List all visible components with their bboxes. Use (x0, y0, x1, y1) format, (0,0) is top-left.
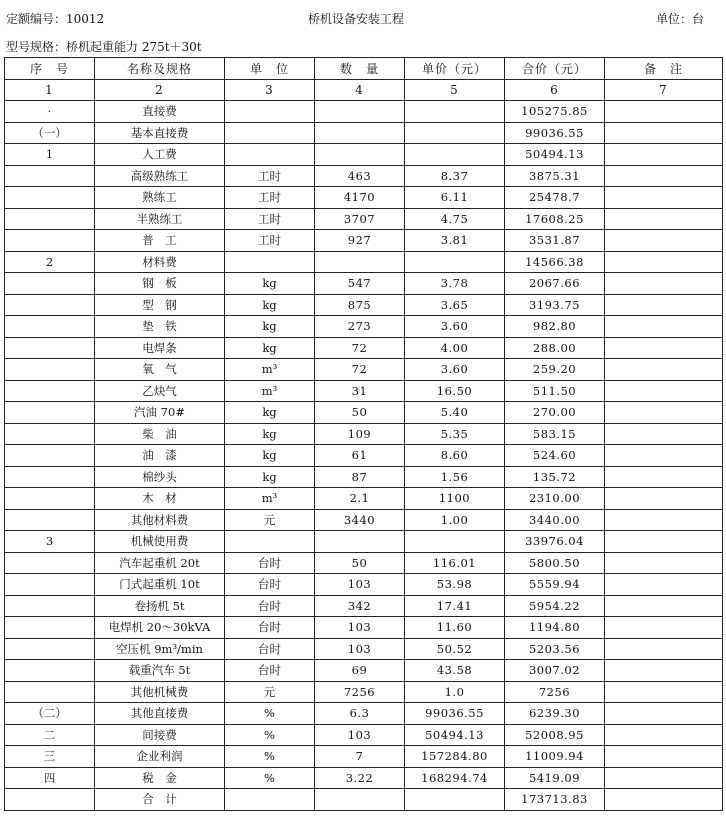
cell-remark (605, 595, 723, 617)
table-row (5, 531, 723, 553)
cell-name: 油 漆 (95, 445, 225, 467)
cell-remark (605, 574, 723, 596)
cell-unit: kg (225, 445, 315, 467)
cell-index (5, 273, 95, 295)
cell-remark (605, 359, 723, 381)
cell-unit-price: 50494.13 (405, 724, 505, 746)
cell-name: 载重汽车 5t (95, 660, 225, 682)
cell-quantity: 87 (315, 466, 405, 488)
table-row (5, 294, 723, 316)
cell-index (5, 359, 95, 381)
cell-index (5, 165, 95, 187)
column-numbers (5, 79, 723, 101)
cell-unit (225, 251, 315, 273)
cell-quantity: 50 (315, 402, 405, 424)
cell-unit: 元 (225, 681, 315, 703)
cell-quantity (315, 144, 405, 166)
cell-unit-price (405, 531, 505, 553)
cell-quantity: 103 (315, 638, 405, 660)
cell-index (5, 595, 95, 617)
cell-index (5, 509, 95, 531)
cell-index: 四 (5, 767, 95, 789)
cell-remark (605, 724, 723, 746)
quota-code: 定额编号：10012 (6, 12, 105, 26)
cell-unit-price: 53.98 (405, 574, 505, 596)
cell-total: 5800.50 (505, 552, 605, 574)
cell-unit-price: 4.75 (405, 208, 505, 230)
cell-unit-price: 43.58 (405, 660, 505, 682)
cell-remark (605, 509, 723, 531)
cell-unit: m³ (225, 359, 315, 381)
col-header-name: 名称及规格 (95, 58, 225, 80)
col-number: 5 (405, 79, 505, 101)
cell-index (5, 789, 95, 811)
cell-unit-price: 3.60 (405, 316, 505, 338)
cell-unit-price: 1.0 (405, 681, 505, 703)
cell-total: 2310.00 (505, 488, 605, 510)
cell-unit: 台时 (225, 574, 315, 596)
cell-remark (605, 445, 723, 467)
cell-index (5, 488, 95, 510)
table-header (5, 58, 723, 101)
cell-index (5, 445, 95, 467)
cell-index: 3 (5, 531, 95, 553)
cell-remark (605, 101, 723, 123)
cell-quantity: 6.3 (315, 703, 405, 725)
cell-unit: kg (225, 337, 315, 359)
cell-name: 电焊条 (95, 337, 225, 359)
cell-index (5, 208, 95, 230)
cell-unit (225, 144, 315, 166)
cell-unit-price (405, 101, 505, 123)
cell-name: 型 钢 (95, 294, 225, 316)
cell-unit: 工时 (225, 187, 315, 209)
cell-unit-price (405, 144, 505, 166)
cell-unit: kg (225, 402, 315, 424)
table-row (5, 359, 723, 381)
cell-remark (605, 552, 723, 574)
cell-unit-price: 157284.80 (405, 746, 505, 768)
cell-remark (605, 165, 723, 187)
cell-unit-price: 5.35 (405, 423, 505, 445)
col-number: 6 (505, 79, 605, 101)
cell-index (5, 638, 95, 660)
cell-total: 5203.56 (505, 638, 605, 660)
page-title: 桥机设备安装工程 (308, 12, 405, 26)
cell-unit-price: 17.41 (405, 595, 505, 617)
cell-total: 511.50 (505, 380, 605, 402)
cell-remark (605, 316, 723, 338)
unit-label: 单位：台 (655, 12, 704, 26)
cell-index (5, 423, 95, 445)
cell-name: 空压机 9m³/min (95, 638, 225, 660)
cell-name: 直接费 (95, 101, 225, 123)
cell-total: 6239.30 (505, 703, 605, 725)
cell-index (5, 316, 95, 338)
cell-quantity: 72 (315, 337, 405, 359)
col-header-unit: 单 位 (225, 58, 315, 80)
cell-quantity: 3.22 (315, 767, 405, 789)
table-row (5, 337, 723, 359)
cell-unit-price: 116.01 (405, 552, 505, 574)
model-row (0, 34, 726, 56)
cell-index (5, 402, 95, 424)
cell-remark (605, 144, 723, 166)
cell-remark (605, 488, 723, 510)
cell-unit: 台时 (225, 660, 315, 682)
table-row (5, 380, 723, 402)
cell-remark (605, 423, 723, 445)
table-row (5, 660, 723, 682)
col-header-remark: 备 注 (605, 58, 723, 80)
cell-unit: kg (225, 423, 315, 445)
table-row (5, 617, 723, 639)
cell-name: 间接费 (95, 724, 225, 746)
cell-unit-price: 11.60 (405, 617, 505, 639)
cell-remark (605, 122, 723, 144)
cell-quantity (315, 101, 405, 123)
cell-unit-price: 99036.55 (405, 703, 505, 725)
cell-remark (605, 531, 723, 553)
cell-total: 583.15 (505, 423, 605, 445)
cell-unit (225, 122, 315, 144)
col-header-index: 序 号 (5, 58, 95, 80)
cell-index (5, 617, 95, 639)
cell-index: （一） (5, 122, 95, 144)
quota-table (4, 57, 723, 811)
cell-unit: kg (225, 466, 315, 488)
cell-name: 乙炔气 (95, 380, 225, 402)
cell-remark (605, 681, 723, 703)
cell-unit (225, 101, 315, 123)
cell-unit: kg (225, 294, 315, 316)
column-headers (5, 58, 723, 80)
cell-name: 材料费 (95, 251, 225, 273)
cell-total: 7256 (505, 681, 605, 703)
cell-unit: kg (225, 273, 315, 295)
col-header-unit-price: 单价（元） (405, 58, 505, 80)
cell-unit (225, 531, 315, 553)
table-row (5, 552, 723, 574)
cell-name: 其他直接费 (95, 703, 225, 725)
cell-index: 三 (5, 746, 95, 768)
cell-unit-price: 5.40 (405, 402, 505, 424)
cell-unit (225, 789, 315, 811)
col-header-quantity: 数 量 (315, 58, 405, 80)
cell-remark (605, 230, 723, 252)
cell-remark (605, 746, 723, 768)
cell-quantity: 3707 (315, 208, 405, 230)
cell-unit: 台时 (225, 552, 315, 574)
cell-name: 普 工 (95, 230, 225, 252)
cell-total: 3440.00 (505, 509, 605, 531)
cell-unit: m³ (225, 380, 315, 402)
cell-total: 1194.80 (505, 617, 605, 639)
table-row (5, 789, 723, 811)
table-row (5, 316, 723, 338)
cell-unit-price: 3.65 (405, 294, 505, 316)
col-number: 7 (605, 79, 723, 101)
cell-index (5, 230, 95, 252)
cell-quantity: 7256 (315, 681, 405, 703)
cell-quantity: 103 (315, 574, 405, 596)
cell-unit-price: 4.00 (405, 337, 505, 359)
cell-name: 钢 板 (95, 273, 225, 295)
col-number: 1 (5, 79, 95, 101)
col-header-total: 合价（元） (505, 58, 605, 80)
cell-remark (605, 380, 723, 402)
cell-total: 14566.38 (505, 251, 605, 273)
table-body (5, 101, 723, 811)
cell-index (5, 337, 95, 359)
cell-total: 5559.94 (505, 574, 605, 596)
cell-quantity: 50 (315, 552, 405, 574)
cell-unit: % (225, 767, 315, 789)
cell-total: 52008.95 (505, 724, 605, 746)
col-number: 4 (315, 79, 405, 101)
cell-name: 机械使用费 (95, 531, 225, 553)
col-number: 2 (95, 79, 225, 101)
cell-quantity: 69 (315, 660, 405, 682)
table-row (5, 402, 723, 424)
cell-name: 基本直接费 (95, 122, 225, 144)
cell-index: 1 (5, 144, 95, 166)
table-row (5, 208, 723, 230)
cell-quantity: 342 (315, 595, 405, 617)
cell-unit: 工时 (225, 165, 315, 187)
cell-unit-price: 3.78 (405, 273, 505, 295)
cell-remark (605, 660, 723, 682)
cell-total: 259.20 (505, 359, 605, 381)
cell-unit: kg (225, 316, 315, 338)
table-row (5, 445, 723, 467)
cell-unit-price: 1.00 (405, 509, 505, 531)
cell-remark (605, 337, 723, 359)
model-spec: 型号规格：桥机起重能力 275t＋30t (6, 40, 202, 54)
cell-total: 3007.02 (505, 660, 605, 682)
cell-remark (605, 638, 723, 660)
cell-total: 3875.31 (505, 165, 605, 187)
cell-name: 半熟练工 (95, 208, 225, 230)
cell-total: 270.00 (505, 402, 605, 424)
cell-index: （二） (5, 703, 95, 725)
cell-unit: 工时 (225, 208, 315, 230)
cell-quantity: 72 (315, 359, 405, 381)
cell-index: · (5, 101, 95, 123)
table-row (5, 574, 723, 596)
cell-index (5, 681, 95, 703)
cell-index (5, 380, 95, 402)
table-row (5, 638, 723, 660)
table-row (5, 423, 723, 445)
cell-index (5, 466, 95, 488)
cell-remark (605, 617, 723, 639)
table-row (5, 681, 723, 703)
table-row (5, 122, 723, 144)
cell-unit-price (405, 789, 505, 811)
cell-quantity: 2.1 (315, 488, 405, 510)
cell-unit-price: 8.37 (405, 165, 505, 187)
cell-quantity: 3440 (315, 509, 405, 531)
cell-name: 高级熟练工 (95, 165, 225, 187)
table-row (5, 101, 723, 123)
cell-quantity (315, 251, 405, 273)
header-row (0, 6, 726, 28)
table-row (5, 466, 723, 488)
table-row (5, 509, 723, 531)
cell-unit-price: 50.52 (405, 638, 505, 660)
cell-unit-price: 3.60 (405, 359, 505, 381)
col-number: 3 (225, 79, 315, 101)
table-row (5, 703, 723, 725)
cell-remark (605, 208, 723, 230)
cell-unit-price (405, 122, 505, 144)
cell-unit: 工时 (225, 230, 315, 252)
cell-unit-price (405, 251, 505, 273)
cell-total: 3531.87 (505, 230, 605, 252)
table-row (5, 251, 723, 273)
cell-remark (605, 402, 723, 424)
cell-unit: 台时 (225, 617, 315, 639)
cell-quantity: 103 (315, 617, 405, 639)
cell-quantity: 61 (315, 445, 405, 467)
cell-name: 棉纱头 (95, 466, 225, 488)
cell-unit: m³ (225, 488, 315, 510)
cell-total: 105275.85 (505, 101, 605, 123)
cell-total: 524.60 (505, 445, 605, 467)
table-row (5, 187, 723, 209)
cell-quantity (315, 789, 405, 811)
cell-total: 33976.04 (505, 531, 605, 553)
cell-unit-price: 3.81 (405, 230, 505, 252)
cell-name: 木 材 (95, 488, 225, 510)
cell-remark (605, 187, 723, 209)
cell-unit: % (225, 724, 315, 746)
cell-total: 50494.13 (505, 144, 605, 166)
cell-unit-price: 1100 (405, 488, 505, 510)
cell-remark (605, 789, 723, 811)
table-row (5, 230, 723, 252)
cell-quantity: 463 (315, 165, 405, 187)
cell-unit: 元 (225, 509, 315, 531)
cell-quantity: 927 (315, 230, 405, 252)
cell-index: 2 (5, 251, 95, 273)
cell-unit: 台时 (225, 595, 315, 617)
table-row (5, 724, 723, 746)
cell-name: 熟练工 (95, 187, 225, 209)
cell-name: 汽油 70# (95, 402, 225, 424)
cell-unit-price: 16.50 (405, 380, 505, 402)
cell-unit-price: 1.56 (405, 466, 505, 488)
cell-name: 氧 气 (95, 359, 225, 381)
cell-unit-price: 168294.74 (405, 767, 505, 789)
table-row (5, 273, 723, 295)
cell-total: 5419.09 (505, 767, 605, 789)
cell-name: 税 金 (95, 767, 225, 789)
cell-name: 柴 油 (95, 423, 225, 445)
cell-quantity: 7 (315, 746, 405, 768)
table-row (5, 144, 723, 166)
cell-unit: % (225, 703, 315, 725)
cell-quantity: 273 (315, 316, 405, 338)
cell-unit-price: 8.60 (405, 445, 505, 467)
table-row (5, 595, 723, 617)
cell-name: 其他材料费 (95, 509, 225, 531)
cell-quantity (315, 531, 405, 553)
cell-total: 99036.55 (505, 122, 605, 144)
cell-total: 3193.75 (505, 294, 605, 316)
cell-total: 17608.25 (505, 208, 605, 230)
cell-total: 135.72 (505, 466, 605, 488)
table-row (5, 165, 723, 187)
cell-index (5, 294, 95, 316)
cell-remark (605, 466, 723, 488)
cell-total: 288.00 (505, 337, 605, 359)
cell-quantity: 31 (315, 380, 405, 402)
cell-name: 卷扬机 5t (95, 595, 225, 617)
cell-total: 2067.66 (505, 273, 605, 295)
cell-index (5, 574, 95, 596)
cell-remark (605, 251, 723, 273)
cell-index (5, 187, 95, 209)
cell-unit: 台时 (225, 638, 315, 660)
table-row (5, 488, 723, 510)
cell-quantity: 109 (315, 423, 405, 445)
cell-name: 门式起重机 10t (95, 574, 225, 596)
cell-name: 垫 铁 (95, 316, 225, 338)
cell-name: 其他机械费 (95, 681, 225, 703)
cell-remark (605, 767, 723, 789)
cell-total: 5954.22 (505, 595, 605, 617)
cell-total: 11009.94 (505, 746, 605, 768)
cell-index (5, 660, 95, 682)
table-row (5, 767, 723, 789)
cell-index: 二 (5, 724, 95, 746)
table-row (5, 746, 723, 768)
cell-remark (605, 273, 723, 295)
cell-index (5, 552, 95, 574)
cell-total: 173713.83 (505, 789, 605, 811)
cell-quantity: 4170 (315, 187, 405, 209)
cell-name: 电焊机 20～30kVA (95, 617, 225, 639)
cell-total: 982.80 (505, 316, 605, 338)
cell-quantity: 547 (315, 273, 405, 295)
cell-name: 汽车起重机 20t (95, 552, 225, 574)
cell-name: 企业利润 (95, 746, 225, 768)
cell-total: 25478.7 (505, 187, 605, 209)
cell-quantity: 875 (315, 294, 405, 316)
cell-unit: % (225, 746, 315, 768)
cell-unit-price: 6.11 (405, 187, 505, 209)
cell-remark (605, 294, 723, 316)
cell-quantity: 103 (315, 724, 405, 746)
cell-name: 合 计 (95, 789, 225, 811)
cell-name: 人工费 (95, 144, 225, 166)
cell-quantity (315, 122, 405, 144)
cell-remark (605, 703, 723, 725)
